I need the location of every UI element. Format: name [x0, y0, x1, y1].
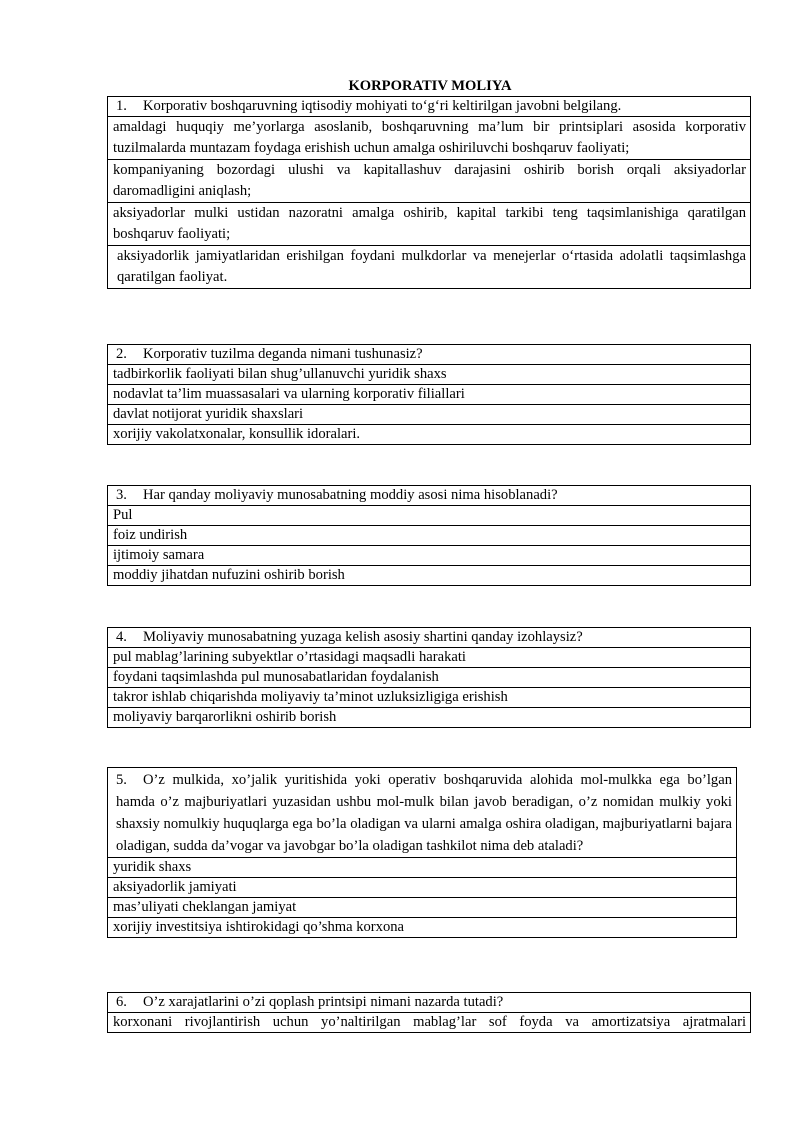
- document-title: KORPORATIV MOLIYA: [348, 78, 512, 94]
- question-number: 1.: [116, 98, 127, 114]
- question-number: 4.: [116, 629, 127, 645]
- answer-option[interactable]: foiz undirish: [108, 526, 751, 546]
- question-table-2: [107, 344, 751, 445]
- answer-option[interactable]: korxonani rivojlantirish uchun yo’naltirilgan mablag’lar sof foyda va amortizatsiya ajratmalari: [108, 1013, 751, 1033]
- question-table-5: [107, 767, 737, 938]
- answer-option[interactable]: moddiy jihatdan nufuzini oshirib borish: [108, 566, 751, 586]
- answer-option[interactable]: aksiyadorlik jamiyatlaridan erishilgan foydani mulkdorlar va menejerlar o‘rtasida adolatli taqsimlashga qaratilgan faoliyat.: [108, 246, 751, 289]
- question-text: Korporativ boshqaruvning iqtisodiy mohiyati to‘g‘ri keltirilgan javobni belgilang.: [143, 98, 622, 114]
- answer-option[interactable]: foydani taqsimlashda pul munosabatlaridan foydalanish: [108, 668, 751, 688]
- question-table-4: [107, 627, 751, 728]
- answer-option[interactable]: xorijiy vakolatxonalar, konsullik idoralari.: [108, 425, 751, 445]
- answer-option[interactable]: davlat notijorat yuridik shaxslari: [108, 405, 751, 425]
- answer-option[interactable]: nodavlat ta’lim muassasalari va ularning korporativ filiallari: [108, 385, 751, 405]
- question-text: Moliyaviy munosabatning yuzaga kelish asosiy shartini qanday izohlaysiz?: [143, 629, 583, 645]
- answer-option[interactable]: yuridik shaxs: [108, 858, 737, 878]
- answer-option[interactable]: kompaniyaning bozordagi ulushi va kapitallashuv darajasini oshirib borish orqali aksiyadorlar daromadligini aniqlash;: [108, 160, 751, 203]
- question-1: [108, 97, 751, 117]
- question-number: 2.: [116, 346, 127, 362]
- answer-option[interactable]: tadbirkorlik faoliyati bilan shug’ullanuvchi yuridik shaxs: [108, 365, 751, 385]
- question-2: [108, 345, 751, 365]
- question-3: [108, 486, 751, 506]
- answer-option[interactable]: amaldagi huquqiy me’yorlarga asoslanib, boshqaruvning ma’lum bir printsiplari asosida korporativ tuzilmalarda muntazam foydaga erishish uchun amalga oshiriluvchi boshqaruv faoliyati;: [108, 117, 751, 160]
- answer-option[interactable]: aksiyadorlar mulki ustidan nazoratni amalga oshirib, kapital tarkibi teng taqsimlanishiga qaratilgan boshqaruv faoliyati;: [108, 203, 751, 246]
- answer-option[interactable]: ijtimoiy samara: [108, 546, 751, 566]
- answer-option[interactable]: aksiyadorlik jamiyati: [108, 878, 737, 898]
- question-table-3: [107, 485, 751, 586]
- answer-option[interactable]: Pul: [108, 506, 751, 526]
- question-number: 6.: [116, 994, 127, 1010]
- question-5: [108, 768, 737, 858]
- question-text: Korporativ tuzilma deganda nimani tushunasiz?: [143, 346, 423, 362]
- answer-option[interactable]: pul mablag’larining subyektlar o’rtasidagi maqsadli harakati: [108, 648, 751, 668]
- question-table-1: [107, 96, 751, 289]
- answer-option[interactable]: takror ishlab chiqarishda moliyaviy ta’minot uzluksizligiga erishish: [108, 688, 751, 708]
- question-number: 3.: [116, 487, 127, 503]
- question-text: Har qanday moliyaviy munosabatning moddiy asosi nima hisoblanadi?: [143, 487, 558, 503]
- question-text: O’z xarajatlarini o’zi qoplash printsipi nimani nazarda tutadi?: [143, 994, 504, 1010]
- question-number: 5.: [116, 772, 127, 788]
- question-text: O’z mulkida, xo’jalik yuritishida yoki operativ boshqaruvida alohida mol-mulkka ega bo’lgan hamda o’z majburiyatlari yuzasidan ushbu mol-mulk bilan javob beradigan, o’z nomidan mulkiy yoki shaxsiy nomulkiy huquqlarga ega bo’la oladigan va ularni amalga oshira oladigan, majburiyatlarni bajara oladigan, sudda da’vogar va javobgar bo’la oladigan tashkilot nima deb ataladi?: [116, 772, 732, 854]
- question-6: [108, 993, 751, 1013]
- answer-option[interactable]: moliyaviy barqarorlikni oshirib borish: [108, 708, 751, 728]
- question-table-6: [107, 992, 751, 1033]
- answer-option[interactable]: mas’uliyati cheklangan jamiyat: [108, 898, 737, 918]
- question-4: [108, 628, 751, 648]
- answer-option[interactable]: xorijiy investitsiya ishtirokidagi qo’shma korxona: [108, 918, 737, 938]
